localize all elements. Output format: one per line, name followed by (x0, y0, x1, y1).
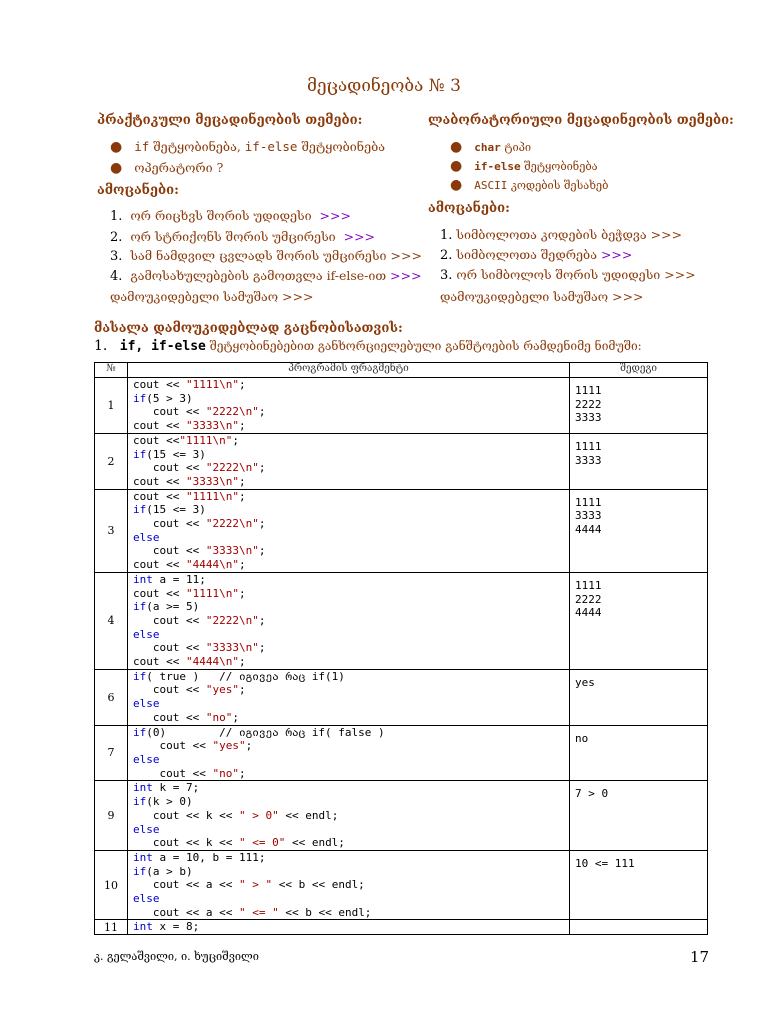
output-cell: 7 > 0 (570, 781, 708, 851)
row-number: 6 (95, 669, 128, 725)
code-fragment (128, 669, 570, 725)
code-fragment (128, 378, 570, 434)
table-row (95, 781, 708, 851)
code-line: else (133, 892, 160, 906)
code-line: cout << "no"; (133, 710, 239, 724)
code-line: cout <<"1111\n"; (133, 433, 239, 447)
row-number: 9 (95, 781, 128, 851)
bullet-icon: ● (110, 160, 123, 176)
output-cell: 10 <= 111 (570, 850, 708, 920)
table-row (95, 433, 708, 489)
output-cell: no (570, 725, 708, 781)
code-line: cout << "yes"; (133, 683, 246, 697)
page-number: 17 (690, 948, 710, 966)
task-link[interactable]: >>> (600, 247, 633, 262)
lab-item-2: ● if-else შეტყობინება (450, 158, 598, 174)
col-output-header: შედეგი (570, 363, 708, 378)
tasks-left-heading: ამოცანები: (97, 183, 179, 198)
code-line: if(15 <= 3) (133, 447, 206, 461)
lab-item-1: ● char ტიპი (450, 139, 532, 155)
bullet-icon: ● (450, 139, 463, 155)
task-left-4[interactable]: 4. გამოსახულებების გამოთვლა if-else-ით >>> (110, 268, 422, 284)
code-fragment (128, 850, 570, 920)
code-line: cout << "4444\n"; (133, 655, 246, 669)
table-row (95, 572, 708, 669)
table-row (95, 378, 708, 434)
code-fragment (128, 920, 570, 935)
code-fragment (128, 433, 570, 489)
task-left-extra[interactable]: დამოუკიდებელი სამუშაო >>> (110, 289, 314, 304)
col-code-header: პროგრამის ფრაგმენტი (128, 363, 570, 378)
task-right-extra[interactable]: დამოუკიდებელი სამუშაო >>> (440, 289, 644, 304)
row-number: 7 (95, 725, 128, 781)
code-line: else (133, 752, 160, 766)
task-link[interactable]: >>> (390, 268, 422, 283)
code-line: if(k > 0) (133, 795, 193, 809)
task-right-3[interactable]: 3. ორ სიმბოლოს შორის უდიდესი >>> (440, 267, 696, 283)
table-row (95, 489, 708, 572)
practical-heading: პრაქტიკული მეცადინეობის თემები: (97, 113, 363, 128)
code-line: else (133, 627, 160, 641)
authors: კ. გელაშვილი, ი. ხუციშვილი (94, 950, 259, 963)
code-line: cout << k << " <= 0" << endl; (133, 836, 345, 850)
code-line: if(a > b) (133, 864, 193, 878)
code-line: cout << "1111\n"; (133, 586, 246, 600)
code-line: cout << "2222\n"; (133, 517, 266, 531)
task-link[interactable]: >>> (319, 208, 351, 223)
code-line: if(15 <= 3) (133, 503, 206, 517)
col-num-header: № (95, 363, 128, 378)
lab-heading: ლაბორატორიული მეცადინეობის თემები: (428, 113, 734, 128)
code-line: if( true ) // იგივეა რაც if(1) (133, 669, 345, 683)
task-left-2[interactable]: 2. ორ სტრიქონს შორის უმცირესი >>> (110, 229, 376, 245)
code-fragment (128, 781, 570, 851)
row-number: 3 (95, 489, 128, 572)
code-line: int k = 7; (133, 781, 200, 795)
code-line: cout << "1111\n"; (133, 378, 246, 391)
bullet-icon: ● (450, 158, 463, 174)
code-line: if(a >= 5) (133, 600, 200, 614)
code-line: if(5 > 3) (133, 391, 193, 405)
task-link[interactable]: >>> (390, 248, 422, 263)
code-line: int x = 8; (133, 920, 200, 934)
table-row (95, 920, 708, 935)
code-line: cout << "2222\n"; (133, 461, 266, 475)
output-cell: 1111 3333 4444 (570, 489, 708, 572)
code-line: cout << "2222\n"; (133, 405, 266, 419)
practical-item-2: ● ოპერატორი ? (110, 160, 224, 176)
table-row (95, 669, 708, 725)
code-line: cout << "3333\n"; (133, 641, 266, 655)
code-line: cout << "3333\n"; (133, 474, 246, 488)
code-line: if(0) // იგივეა რაც if( false ) (133, 725, 385, 739)
bullet-icon: ● (110, 139, 123, 155)
code-examples-table (94, 362, 708, 935)
row-number: 1 (95, 378, 128, 434)
output-cell (570, 920, 708, 935)
code-line: cout << "3333\n"; (133, 419, 246, 433)
task-right-1[interactable]: 1. სიმბოლოთა კოდების ბეჭდვა >>> (440, 227, 683, 243)
code-line: int a = 11; (133, 572, 206, 586)
code-line: else (133, 822, 160, 836)
table-row (95, 850, 708, 920)
row-number: 11 (95, 920, 128, 935)
practical-item-1: ● if შეტყობინება, if-else შეტყობინება (110, 139, 386, 155)
code-line: else (133, 697, 160, 711)
code-fragment (128, 572, 570, 669)
code-fragment (128, 489, 570, 572)
task-right-2[interactable]: 2. სიმბოლოთა შედრება >>> (440, 247, 633, 263)
row-number: 10 (95, 850, 128, 920)
row-number: 2 (95, 433, 128, 489)
task-left-1[interactable]: 1. ორ რიცხვს შორის უდიდესი >>> (110, 208, 351, 224)
table-row (95, 725, 708, 781)
material-heading: მასალა დამოუკიდებლად გაცნობისათვის: (94, 321, 403, 336)
code-line: cout << "1111\n"; (133, 489, 246, 503)
code-line: int a = 10, b = 111; (133, 850, 266, 864)
code-line: cout << "no"; (133, 766, 246, 780)
page-title: მეცადინეობა № 3 (307, 76, 461, 96)
code-line: cout << a << " <= " << b << endl; (133, 905, 372, 919)
code-line: cout << "3333\n"; (133, 544, 266, 558)
row-number: 4 (95, 572, 128, 669)
tasks-right-heading: ამოცანები: (428, 201, 510, 216)
code-line: cout << k << " > 0" << endl; (133, 808, 339, 822)
output-cell: 1111 2222 3333 (570, 378, 708, 434)
material-line: 1. if, if-else შეტყობინებებით განხორციელებული განშტოების რამდენიმე ნიმუში: (94, 338, 642, 354)
code-line: cout << "2222\n"; (133, 613, 266, 627)
task-link[interactable]: >>> (343, 229, 376, 244)
code-line: cout << "4444\n"; (133, 558, 246, 572)
output-cell: 1111 2222 4444 (570, 572, 708, 669)
code-line: cout << "yes"; (133, 739, 253, 753)
output-cell: yes (570, 669, 708, 725)
lab-item-3: ● ASCII კოდების შესახებ (450, 177, 609, 193)
code-line: else (133, 530, 160, 544)
bullet-icon: ● (450, 177, 463, 193)
code-line: cout << a << " > " << b << endl; (133, 878, 365, 892)
task-left-3[interactable]: 3. სამ ნამდვილ ცვლადს შორის უმცირესი >>> (110, 248, 422, 264)
code-fragment (128, 725, 570, 781)
output-cell: 1111 3333 (570, 433, 708, 489)
